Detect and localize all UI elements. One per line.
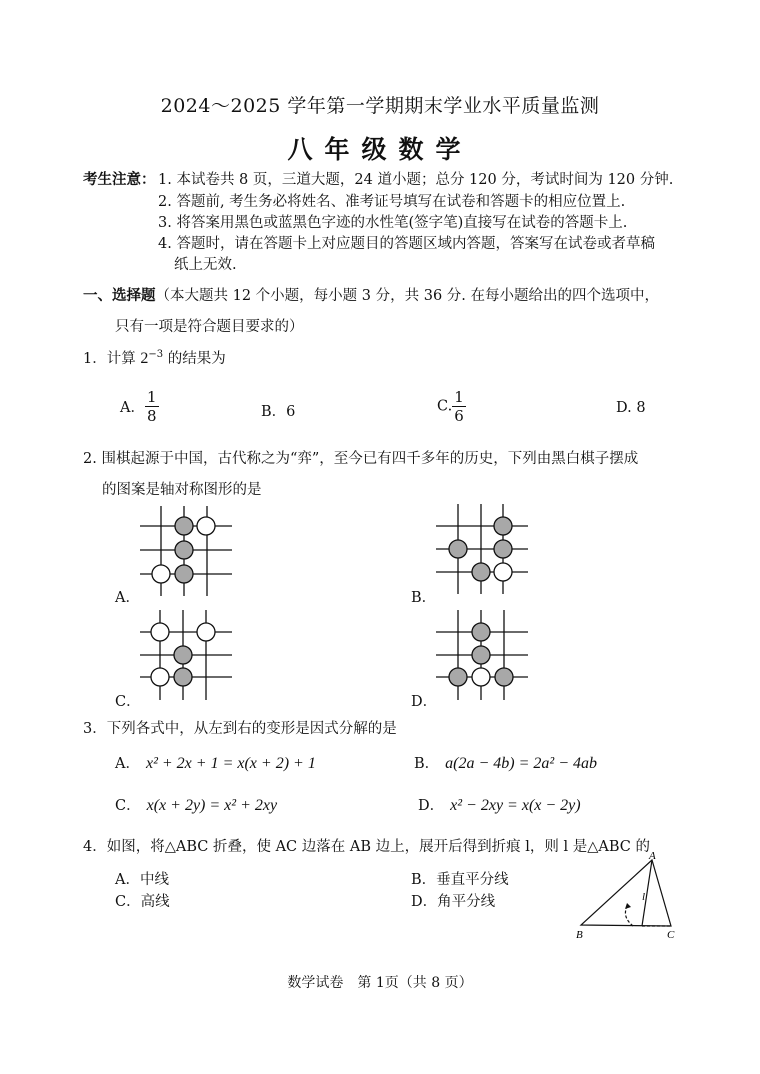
triangle-figure (575, 852, 685, 942)
q3-option-c[interactable] (115, 794, 277, 815)
q3-option-d-formula: x² − 2xy = x(x − 2y) (450, 797, 581, 814)
notice-item-1: 1. 本试卷共 8 页，三道大题，24 道小题；总分 120 分，考试时间为 120 分钟. (158, 172, 674, 188)
go-board-b[interactable] (436, 504, 528, 594)
exam-title: 2024～2025 学年第一学期期末学业水平质量监测 (160, 95, 600, 117)
q2-label-d[interactable]: D． (411, 694, 438, 710)
q1-option-c[interactable] (437, 388, 466, 425)
white-stone (197, 623, 215, 641)
q3-option-d-label: D． (418, 798, 445, 814)
q1-stem-suffix: 的结果为 (163, 351, 226, 367)
q4-option-d[interactable]: D．角平分线 (411, 894, 496, 910)
notice-item-4: 4. 答题时，请在答题卡上对应题目的答题区域内答题，答案写在试卷或者草稿 (158, 236, 655, 252)
q3-option-b[interactable] (414, 752, 597, 773)
q1-option-c-label: C. (437, 398, 453, 415)
q2-stem-line1: 2. 围棋起源于中国，古代称之为“弈”，至今已有四千多年的历史，下列由黑白棋子摆成 (83, 451, 639, 467)
white-stone (472, 668, 490, 686)
gray-stone (495, 668, 513, 686)
q4-option-a[interactable]: A．中线 (115, 872, 169, 888)
q2-label-b[interactable]: B． (411, 590, 437, 606)
q2-label-c[interactable]: C． (115, 694, 141, 710)
gray-stone (449, 668, 467, 686)
q1-stem-prefix: 1．计算 (83, 351, 141, 367)
gray-stone (175, 517, 193, 535)
vertex-a-label: A (649, 850, 656, 862)
q3-option-d[interactable] (418, 794, 581, 815)
page-footer: 数学试卷 第 1页（共 8 页） (287, 975, 473, 991)
q3-option-a-label: A． (115, 756, 140, 772)
q3-option-b-formula: a(2a − 4b) = 2a² − 4ab (445, 755, 597, 772)
white-stone (151, 668, 169, 686)
gray-stone (472, 646, 490, 664)
q4-option-b[interactable]: B．垂直平分线 (411, 872, 509, 888)
q1-base: 2 (140, 350, 149, 367)
white-stone (494, 563, 512, 581)
q1-option-d[interactable]: D. 8 (616, 400, 646, 416)
q3-option-b-label: B． (414, 756, 440, 772)
gray-stone (449, 540, 467, 558)
section-desc: （本大题共 12 个小题，每小题 3 分，共 36 分. 在每小题给出的四个选项中， (155, 288, 659, 304)
q4-option-c[interactable]: C．高线 (115, 894, 170, 910)
white-stone (197, 517, 215, 535)
white-stone (152, 565, 170, 583)
gray-stone (174, 646, 192, 664)
q1-option-c-fraction: $\frac{1}{6}$ (454, 388, 464, 425)
q1-option-a[interactable] (120, 388, 159, 425)
q1-option-b[interactable]: B．6 (261, 404, 296, 420)
q1-stem (83, 347, 226, 368)
q3-option-a[interactable] (115, 752, 316, 773)
q1-option-a-label: A． (120, 400, 145, 416)
notice-item-3: 3. 将答案用黑色或蓝黑色字迹的水性笔(签字笔)直接写在试卷的答题卡上. (158, 215, 628, 231)
gray-stone (472, 563, 490, 581)
white-stone (151, 623, 169, 641)
gray-stone (175, 565, 193, 583)
section-title: 一、选择题 (83, 288, 156, 304)
gray-stone (175, 541, 193, 559)
notice-label: 考生注意： (83, 172, 156, 188)
gray-stone (174, 668, 192, 686)
q2-label-a[interactable]: A． (115, 590, 140, 606)
q3-stem: 3．下列各式中，从左到右的变形是因式分解的是 (83, 721, 397, 737)
q1-exponent: −3 (148, 349, 164, 361)
q4-stem: 4．如图，将△ABC 折叠，使 AC 边落在 AB 边上，展开后得到折痕 l，则 l 是△ABC 的 (83, 839, 650, 855)
subject-title: 八年级数学 (287, 135, 473, 164)
notice-item-4-cont: 纸上无效. (174, 257, 237, 273)
vertex-b-label: B (576, 929, 583, 941)
arrow-head (625, 903, 631, 909)
q1-option-a-fraction: $\frac{1}{8}$ (146, 388, 157, 425)
q3-option-a-formula: x² + 2x + 1 = x(x + 2) + 1 (145, 755, 316, 772)
notice-item-2: 2. 答题前, 考生务必将姓名、准考证号填写在试卷和答题卡的相应位置上. (158, 194, 626, 210)
q2-stem-line2: 的图案是轴对称图形的是 (102, 482, 262, 498)
q3-option-c-label: C． (115, 798, 141, 814)
go-board-c[interactable] (140, 610, 232, 700)
section-heading (83, 284, 659, 305)
gray-stone (494, 517, 512, 535)
vertex-c-label: C (667, 929, 675, 941)
crease-l-label: l (642, 891, 646, 903)
q3-option-c-formula: x(x + 2y) = x² + 2xy (146, 797, 278, 814)
go-board-d[interactable] (436, 610, 528, 700)
go-board-a[interactable] (140, 506, 232, 596)
gray-stone (494, 540, 512, 558)
section-desc-cont: 只有一项是符合题目要求的） (115, 319, 304, 335)
gray-stone (472, 623, 490, 641)
